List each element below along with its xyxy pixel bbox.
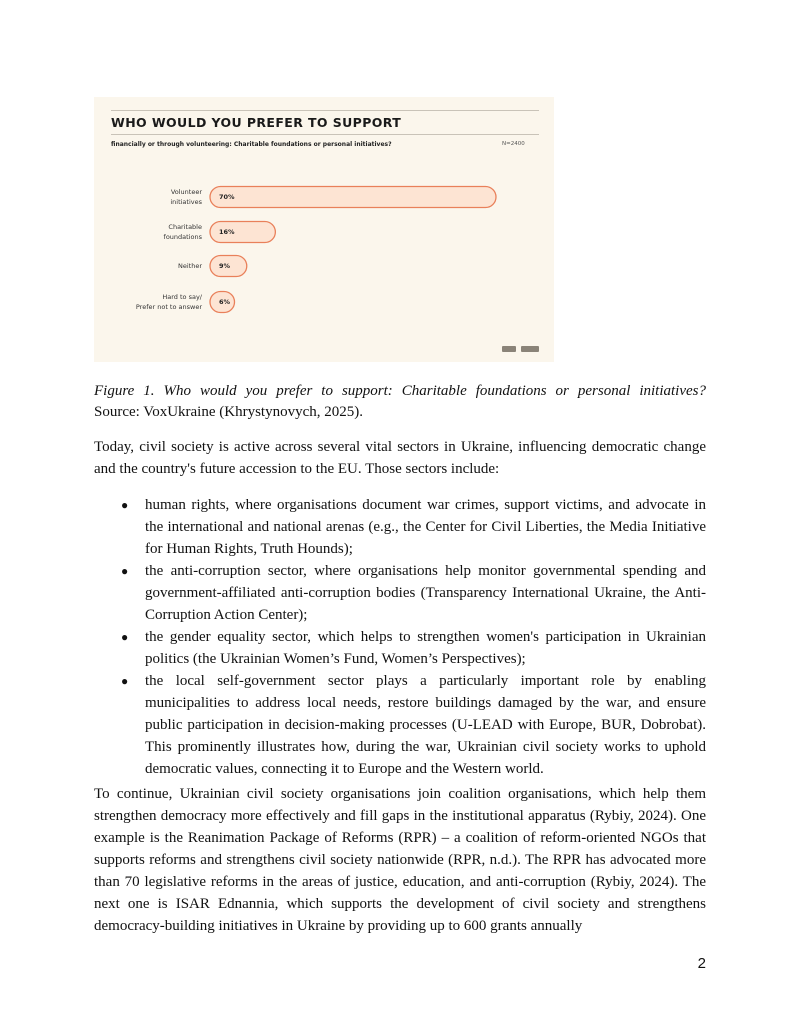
bar-0: [210, 187, 496, 208]
list-item: ● the anti-corruption sector, where organisations help monitor governmental spending and government-affiliated anti-corruption bodies (Transparency International Ukraine, the Anti-Corruption Action Center);: [94, 560, 706, 626]
sector-list: [94, 494, 706, 780]
intro-paragraph: Today, civil society is active across several vital sectors in Ukraine, influencing democratic change and the country's future accession to the EU. Those sectors include:: [94, 439, 706, 477]
category-label-0-1: initiatives: [170, 198, 202, 207]
bar-chart: [94, 97, 554, 362]
bullet-icon: ●: [121, 674, 129, 688]
figure-subtitle: financially or through volunteering: Charitable foundations or personal initiatives?: [111, 141, 392, 148]
category-label-1-0: Charitable: [168, 223, 202, 232]
caption-title: Figure 1. Who would you prefer to support: Charitable foundations or personal initiatives?: [94, 383, 706, 399]
caption-source: Source: VoxUkraine (Khrystynovych, 2025).: [94, 404, 363, 420]
category-label-2-0: Neither: [177, 262, 202, 271]
bar-value-label-2: 9%: [219, 262, 231, 271]
category-label-3-0: Hard to say/: [162, 293, 202, 302]
bullet-icon: ●: [121, 564, 129, 578]
bullet-icon: ●: [121, 630, 129, 644]
figure-title: WHO WOULD YOU PREFER TO SUPPORT: [111, 115, 402, 130]
figure-caption: [94, 381, 706, 423]
bullet-icon: ●: [121, 498, 129, 512]
list-item: ● the local self-government sector plays a particularly important role by enabling municipalities to address local needs, restore buildings damaged by the war, and ensure public participation in decision-making processes (U-LEAD with Europe, BUR, Dobrobat). This prominently illustrates how, during the war, Ukrainian civil society works to uphold democratic values, connecting it to Europe and the Western world.: [94, 670, 706, 780]
list-item: ● human rights, where organisations document war crimes, support victims, and advocate in the international and national arenas (e.g., the Center for Civil Liberties, the Media Initiative for Human Rights, Truth Hounds);: [94, 494, 706, 560]
source-logos: [502, 346, 542, 354]
page-number: 2: [697, 955, 706, 972]
sample-size-label: N=2400: [502, 141, 525, 147]
bar-value-label-1: 16%: [219, 228, 235, 237]
logo-mark-1: [502, 346, 516, 352]
survey-figure: [94, 97, 554, 362]
category-label-1-1: foundations: [163, 233, 202, 242]
continuation-paragraph: To continue, Ukrainian civil society organisations join coalition organisations, which help them strengthen democracy more effectively and fill gaps in the institutional apparatus (Rybiy, 2024). One example is the Reanimation Package of Reforms (RPR) – a coalition of reform-oriented NGOs that supports reforms and strengthens civil society nationwide (RPR, n.d.). The RPR has advocated more than 70 legislative reforms in the areas of justice, education, and anti-corruption (Rybiy, 2024). The next one is ISAR Ednannia, which supports the development of civil society and strengthens democracy-building initiatives in Ukraine by providing up to 600 grants annually: [94, 786, 706, 934]
bar-value-label-3: 6%: [219, 298, 231, 307]
bar-value-label-0: 70%: [219, 193, 235, 202]
category-label-0-0: Volunteer: [170, 188, 202, 197]
category-label-3-1: Prefer not to answer: [135, 303, 202, 312]
list-item: ● the gender equality sector, which helps to strengthen women's participation in Ukrainian politics (the Ukrainian Women’s Fund, Women’s Perspectives);: [94, 626, 706, 670]
logo-mark-2: [521, 346, 539, 352]
